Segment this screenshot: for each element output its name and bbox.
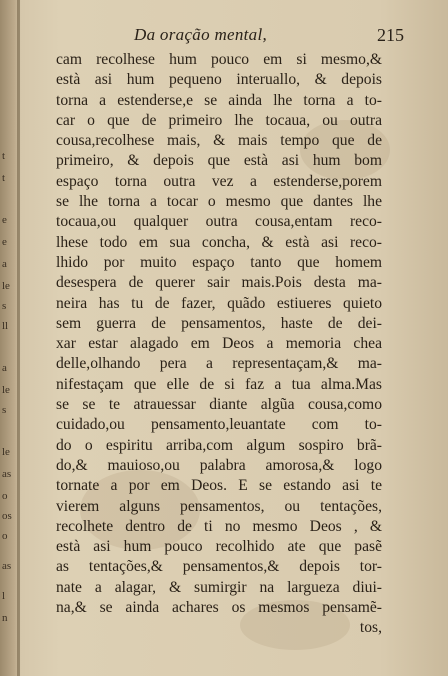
page-number: 215 bbox=[377, 25, 404, 45]
text-line: torna a estenderse,e se ainda lhe torna a to- bbox=[56, 91, 382, 109]
catchword: tos, bbox=[359, 619, 382, 637]
text-line: lhese todo em sua concha, & està asi reco- bbox=[56, 233, 382, 251]
text-line: na,& se ainda achares os mesmos pensamẽ- bbox=[56, 599, 382, 617]
margin-fragment: os bbox=[2, 510, 12, 522]
text-line: se se te atrauessar diante algũa cousa,como bbox=[56, 396, 382, 414]
page-header bbox=[120, 25, 420, 49]
body-text bbox=[56, 50, 382, 639]
text-line: do o espiritu arriba,com algum sospiro brã- bbox=[56, 436, 382, 454]
margin-fragment: t bbox=[2, 150, 6, 162]
text-line: nifestaçam que elle de si faz a tua alma.Mas bbox=[56, 375, 382, 393]
running-head: Da oração mental, bbox=[134, 25, 268, 44]
text-line: tornate a por em Deos. E se estando asi te bbox=[56, 477, 382, 495]
margin-fragment: t bbox=[2, 172, 6, 184]
text-line: espaço torna outra vez a estenderse,porem bbox=[56, 172, 382, 190]
text-line: està asi hum pouco recolhido ate que pasẽ bbox=[56, 538, 382, 556]
text-line: recolhete dentro de ti no mesmo Deos , & bbox=[56, 517, 382, 535]
text-line: xar estar alagado em Deos a memoria chea bbox=[56, 335, 382, 353]
margin-fragment: le bbox=[2, 446, 10, 458]
margin-fragment: a bbox=[2, 258, 7, 270]
text-line: vierem alguns pensamentos, ou tentações, bbox=[56, 497, 382, 515]
text-line: tocaua,ou qualquer outra cousa,entam reco- bbox=[56, 213, 382, 231]
text-line: està asi hum pequeno interuallo, & depois bbox=[56, 71, 382, 89]
text-line: as tentações,& pensamentos,& depois tor- bbox=[56, 558, 382, 576]
text-line: car o que de primeiro lhe tocaua, ou outra bbox=[56, 111, 382, 129]
margin-fragment: e bbox=[2, 214, 7, 226]
margin-fragment: as bbox=[2, 560, 12, 572]
margin-fragment: o bbox=[2, 530, 8, 542]
text-line: cam recolhese hum pouco em si mesmo,& bbox=[56, 51, 382, 68]
text-line: cuidado,ou pensamento,leuantate com to- bbox=[56, 416, 382, 434]
margin-fragment: o bbox=[2, 490, 8, 502]
margin-fragment: n bbox=[2, 612, 8, 624]
text-line: primeiro, & depois que està asi hum bom bbox=[56, 152, 382, 170]
text-line: do,& mauioso,ou palabra amorosa,& logo bbox=[56, 456, 382, 474]
margin-fragment: le bbox=[2, 280, 10, 292]
text-line: lhido por muito espaço tanto que homem bbox=[56, 253, 382, 271]
text-line: se lhe torna a tocar o mesmo que dantes lhe bbox=[56, 193, 382, 211]
margin-fragment: ll bbox=[2, 320, 9, 332]
margin-fragment: a bbox=[2, 362, 7, 374]
text-line: cousa,recolhese mais, & mais tempo que de bbox=[56, 132, 382, 150]
text-line: delle,olhando pera a representaçam,& ma- bbox=[56, 355, 382, 373]
margin-fragment: s bbox=[2, 300, 7, 312]
margin-fragment: s bbox=[2, 404, 7, 416]
margin-fragment: e bbox=[2, 236, 7, 248]
margin-fragment: as bbox=[2, 468, 12, 480]
text-line: neira has tu de fazer, quãdo estiueres quieto bbox=[56, 294, 382, 312]
margin-fragment: le bbox=[2, 384, 10, 396]
text-line: desespera de querer sair mais.Pois desta ma- bbox=[56, 274, 382, 292]
facing-page-margin bbox=[0, 0, 18, 676]
margin-fragment: l bbox=[2, 590, 6, 602]
text-line: nate a alagar, & sumirgir na largueza diui- bbox=[56, 578, 382, 596]
text-line: sem guerra de pensamentos, haste de dei- bbox=[56, 314, 382, 332]
